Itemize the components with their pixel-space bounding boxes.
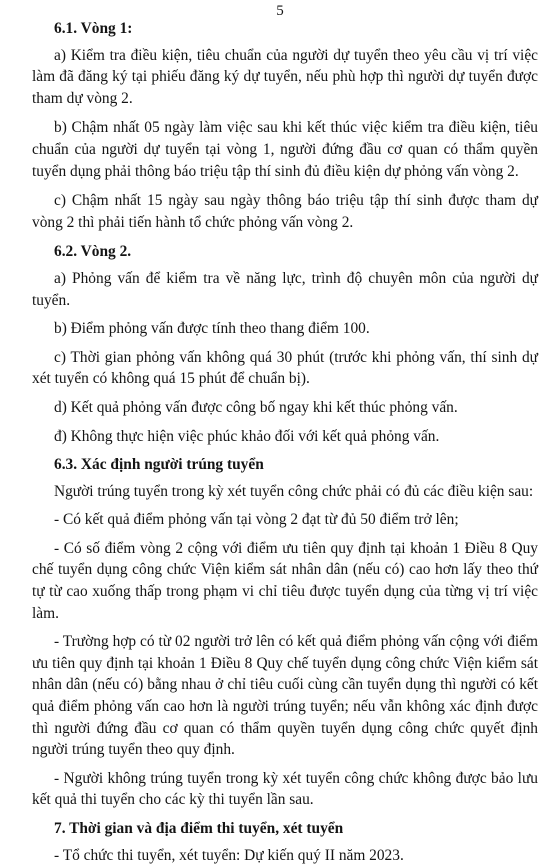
paragraph: b) Chậm nhất 05 ngày làm việc sau khi kết thúc việc kiểm tra điều kiện, tiêu chuẩn của người dự tuyển tại vòng 1, người đứng đầu cơ quan có thẩm quyền tuyển dụng phải thông báo triệu tập thí sinh đủ điều kiện dự phỏng vấn vòng 2. (32, 119, 538, 180)
paragraph: c) Chậm nhất 15 ngày sau ngày thông báo triệu tập thí sinh được tham dự vòng 2 thì phải tiến hành tổ chức phỏng vấn vòng 2. (32, 192, 538, 231)
paragraph: - Có kết quả điểm phỏng vấn tại vòng 2 đạt từ đủ 50 điểm trở lên; (54, 511, 459, 529)
paragraph: Người trúng tuyển trong kỳ xét tuyển công chức phải có đủ các điều kiện sau: (54, 482, 534, 500)
paragraph: - Tổ chức thi tuyển, xét tuyển: Dự kiến quý II năm 2023. (54, 846, 404, 864)
section-heading: 6.3. Xác định người trúng tuyển (54, 456, 264, 474)
paragraph: c) Thời gian phỏng vấn không quá 30 phút (trước khi phỏng vấn, thí sinh dự xét tuyển có không quá 15 phút để chuẩn bị). (32, 348, 538, 388)
paragraph: - Trường hợp có từ 02 người trở lên có kết quả điểm phỏng vấn cộng với điểm ưu tiên quy định tại khoản 1 Điều 8 Quy chế tuyển dụng công chức Viện kiểm sát nhân dân (nếu có) bằng nhau ở chỉ tiêu cuối cùng cần tuyển dụng thì người có kết quả điểm phỏng vấn cao hơn là người trúng tuyển; nếu vẫn không xác định được thì người đứng đầu cơ quan có thẩm quyền tuyển dụng công chức quyết định người trúng tuyển theo quy định. (32, 633, 538, 759)
section-7 (32, 818, 538, 866)
section-heading: 6.1. Vòng 1: (54, 20, 133, 37)
section-heading: 6.2. Vòng 2. (54, 243, 132, 261)
document-body (32, 18, 538, 866)
paragraph: d) Kết quả phỏng vấn được công bố ngay khi kết thúc phỏng vấn. (54, 398, 458, 416)
page-number: 5 (276, 3, 284, 19)
section-heading: 7. Thời gian và địa điểm thi tuyển, xét tuyển (54, 820, 344, 837)
paragraph: - Người không trúng tuyển trong kỳ xét tuyển công chức không được bảo lưu kết quả thi tuyển cho các kỳ thi tuyển lần sau. (32, 769, 538, 809)
section-6-3 (32, 454, 538, 811)
paragraph: a) Phỏng vấn để kiểm tra về năng lực, trình độ chuyên môn của người dự tuyển. (32, 269, 538, 309)
paragraph: đ) Không thực hiện việc phúc khảo đối với kết quả phỏng vấn. (54, 427, 440, 445)
section-6-2 (32, 241, 538, 447)
paragraph: a) Kiểm tra điều kiện, tiêu chuẩn của người dự tuyển theo yêu cầu vị trí việc làm đã đăng ký tại phiếu đăng ký dự tuyển, nếu phù hợp thì người dự tuyển được tham dự vòng 2. (32, 46, 538, 107)
paragraph: - Có số điểm vòng 2 cộng với điểm ưu tiên quy định tại khoản 1 Điều 8 Quy chế tuyển dụng công chức Viện kiểm sát nhân dân (nếu có) cao hơn lấy theo thứ tự từ cao xuống thấp trong phạm vi chỉ tiêu được tuyển dụng của từng vị trí việc làm. (32, 539, 538, 622)
paragraph: b) Điểm phỏng vấn được tính theo thang điểm 100. (54, 320, 370, 338)
section-6-1 (32, 18, 538, 233)
